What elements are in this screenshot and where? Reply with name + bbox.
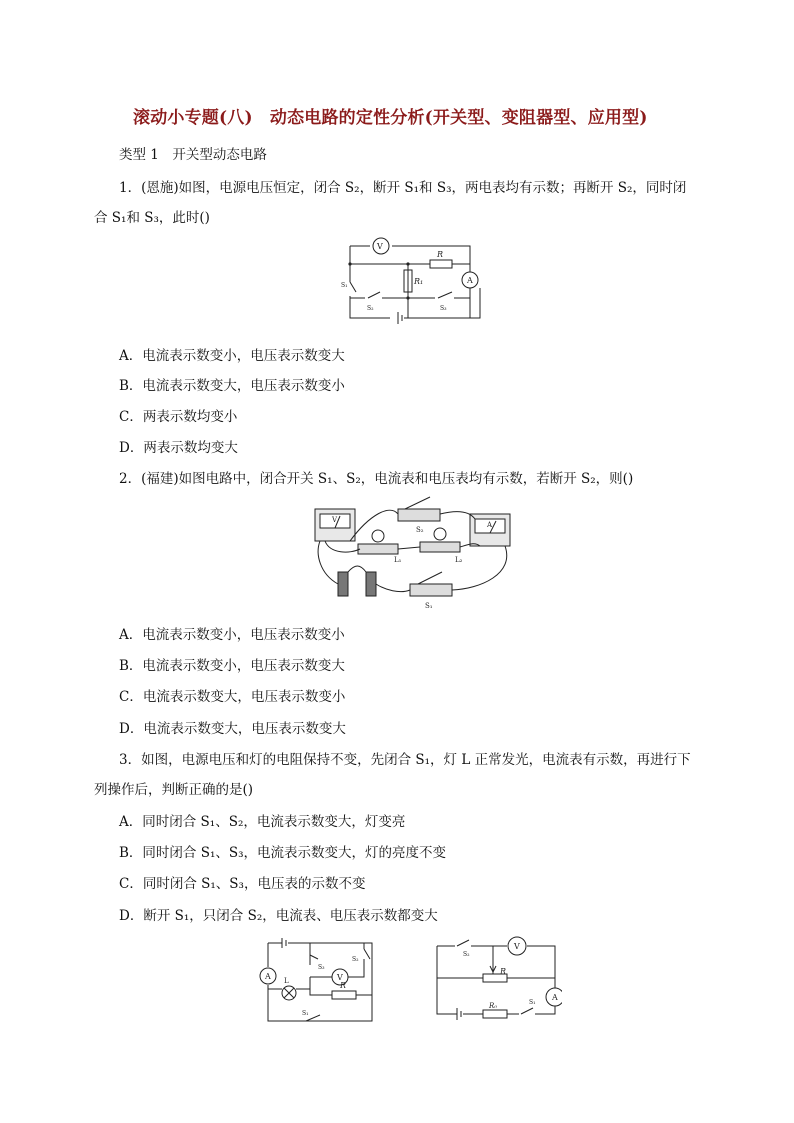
q1-option-d: D．两表示数均变大: [119, 440, 238, 456]
switch-s2-icon: [364, 943, 370, 959]
q3-circuit-figure: [252, 935, 377, 1025]
switch-s3-icon: [310, 955, 318, 959]
q3-stem-line1: 3．如图，电源电压和灯的电阻保持不变，先闭合 S₁，灯 L 正常发光，电流表有示数，再进行下: [119, 752, 691, 768]
battery-icon: [366, 572, 376, 596]
resistor-r0-icon: [483, 1010, 507, 1018]
fig-label: V: [377, 242, 383, 251]
svg-text:R₁: R₁: [414, 277, 424, 286]
svg-text:R: R: [437, 250, 444, 259]
svg-text:L₁: L₁: [394, 556, 402, 564]
svg-text:A: A: [552, 993, 558, 1002]
q1-stem-line1: 1．(恩施)如图，电源电压恒定，闭合 S₂，断开 S₁和 S₃，两电表均有示数；再断开 S₂，同时闭: [119, 180, 687, 196]
switch-s1-icon: [410, 584, 452, 596]
svg-text:S₁: S₁: [341, 282, 348, 289]
svg-text:R₀: R₀: [489, 1002, 498, 1010]
svg-text:V: V: [337, 973, 343, 982]
q1-option-a: A．电流表示数变小，电压表示数变大: [119, 348, 345, 364]
q3-stem-line2: 列操作后，判断正确的是(): [94, 782, 254, 798]
q3-option-d: D．断开 S₁，只闭合 S₂，电流表、电压表示数都变大: [119, 908, 438, 924]
svg-text:S₁: S₁: [425, 602, 433, 610]
q2-stem: 2．(福建)如图电路中，闭合开关 S₁、S₂，电流表和电压表均有示数，若断开 S₂，则(): [119, 471, 634, 487]
svg-text:A: A: [265, 972, 271, 981]
bulb-l2-icon: [420, 542, 460, 552]
resistor-r-icon: [332, 991, 356, 999]
svg-text:S₂: S₂: [416, 526, 424, 534]
svg-text:S₁: S₁: [529, 999, 536, 1006]
bulb-l1-icon: [358, 544, 398, 554]
q3-option-c: C．同时闭合 S₁、S₃，电压表的示数不变: [119, 876, 366, 892]
battery-icon: [457, 1008, 461, 1020]
q2-option-b: B．电流表示数变小，电压表示数变大: [119, 658, 345, 674]
q1-stem-line2: 合 S₁和 S₃，此时(): [94, 210, 210, 226]
svg-text:V: V: [514, 942, 520, 951]
battery-icon: [282, 938, 286, 948]
svg-text:S₃: S₃: [440, 305, 447, 312]
svg-text:S₂: S₂: [463, 951, 470, 958]
svg-text:L₂: L₂: [455, 556, 463, 564]
svg-text:R: R: [500, 967, 507, 976]
switch-s2-icon: [398, 509, 440, 521]
svg-text:S₂: S₂: [367, 305, 374, 312]
resistor-r-icon: [430, 260, 452, 268]
svg-text:A: A: [467, 276, 473, 285]
q1-circuit-figure: [340, 232, 490, 328]
svg-text:S₂: S₂: [352, 956, 359, 963]
battery-icon: [338, 572, 348, 596]
page-title: 滚动小专题(八) 动态电路的定性分析(开关型、变阻器型、应用型): [133, 108, 648, 128]
q2-option-d: D．电流表示数变大，电压表示数变大: [119, 721, 346, 737]
q4-circuit-figure: [427, 926, 562, 1026]
q2-option-c: C．电流表示数变大，电压表示数变小: [119, 689, 346, 705]
svg-text:R: R: [340, 981, 347, 990]
q2-option-a: A．电流表示数变小，电压表示数变小: [119, 627, 345, 643]
slider-arrow-icon: [490, 962, 496, 974]
svg-text:V: V: [332, 516, 338, 524]
svg-text:L: L: [284, 977, 289, 985]
switch-s1-icon: [350, 282, 356, 292]
svg-text:S₁: S₁: [302, 1010, 309, 1017]
switch-s1-icon: [268, 1015, 372, 1021]
q2-circuit-figure: [310, 494, 515, 612]
svg-text:S₃: S₃: [318, 964, 325, 971]
section-heading: 类型 1 开关型动态电路: [119, 147, 267, 163]
q3-option-b: B．同时闭合 S₁、S₃，电流表示数变大，灯的亮度不变: [119, 845, 447, 861]
q3-option-a: A．同时闭合 S₁、S₂，电流表示数变大，灯变亮: [119, 814, 406, 830]
svg-text:A: A: [487, 521, 493, 529]
q1-option-c: C．两表示数均变小: [119, 409, 238, 425]
q1-option-b: B．电流表示数变大，电压表示数变小: [119, 378, 345, 394]
